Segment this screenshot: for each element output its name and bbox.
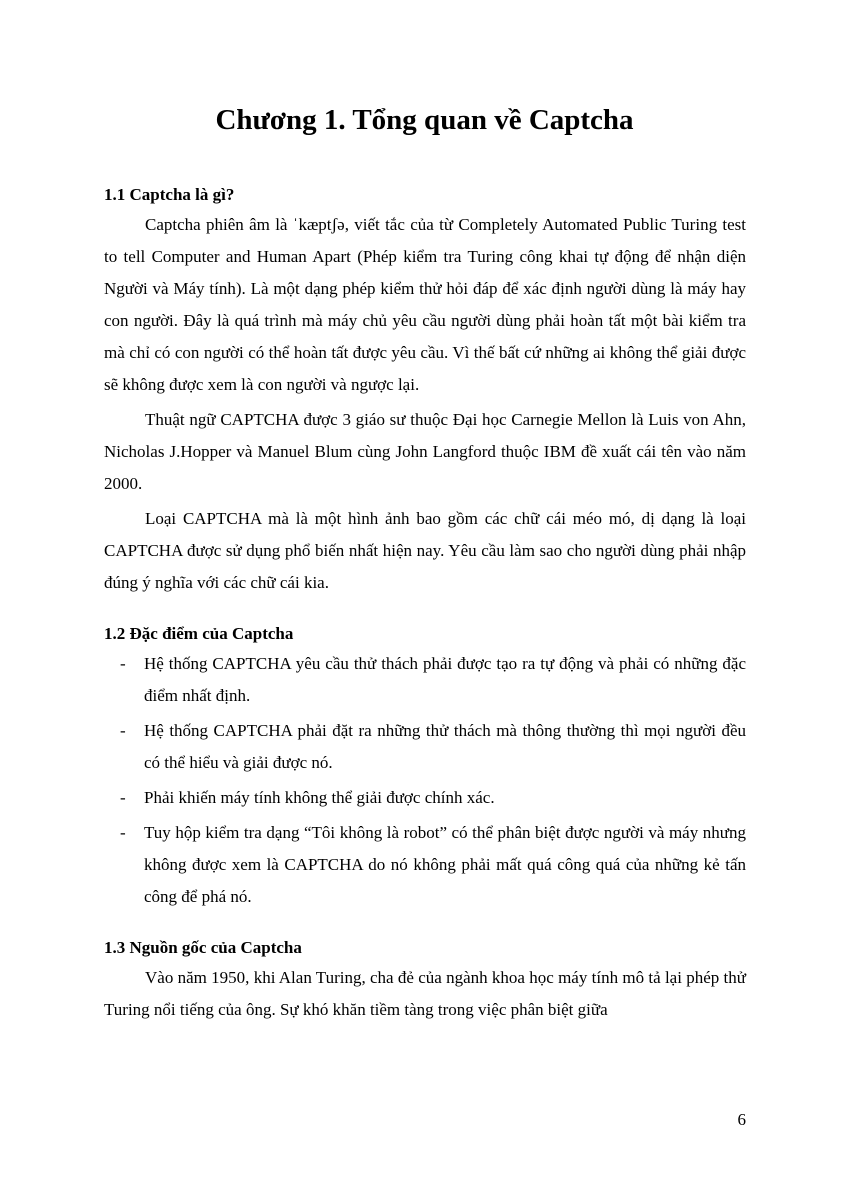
chapter-title: Chương 1. Tổng quan về Captcha <box>215 104 634 136</box>
list-item <box>104 782 746 814</box>
section-heading: 1.2 Đặc điểm của Captcha <box>104 624 294 643</box>
list-marker: - <box>120 721 126 740</box>
list-item-text: Hệ thống CAPTCHA yêu cầu thử thách phải được tạo ra tự động và phải có những đặc điểm nhất định. <box>144 654 746 705</box>
list-item <box>104 817 746 913</box>
list-item-text: Phải khiến máy tính không thể giải được chính xác. <box>144 788 495 807</box>
list-item <box>104 715 746 779</box>
section-1-3 <box>104 933 746 1026</box>
list-item-text: Tuy hộp kiểm tra dạng “Tôi không là robot” có thể phân biệt được người và máy nhưng không được xem là CAPTCHA do nó không phải mất quá công quá của những kẻ tấn công để phá nó. <box>144 823 746 906</box>
list-item-text: Hệ thống CAPTCHA phải đặt ra những thử thách mà thông thường thì mọi người đều có thể hiểu và giải được nó. <box>144 721 746 772</box>
page-number: 6 <box>737 1110 746 1129</box>
feature-list <box>104 648 746 913</box>
section-heading: 1.3 Nguồn gốc của Captcha <box>104 938 302 957</box>
list-marker: - <box>120 823 126 842</box>
paragraph: Captcha phiên âm là ˈkæptʃə, viết tắc của từ Completely Automated Public Turing test to tell Computer and Human Apart (Phép kiểm tra Turing công khai tự động để nhận diện Người và Máy tính). Là một dạng phép kiểm thử hỏi đáp để xác định người dùng là máy hay con người. Đây là quá trình mà máy chủ yêu cầu người dùng phải hoàn tất một bài kiểm tra mà chỉ có con người có thể hoàn tất được yêu cầu. Vì thế bất cứ những ai không thể giải được sẽ không được xem là con người và ngược lại. <box>104 215 746 394</box>
list-item <box>104 648 746 712</box>
paragraph: Thuật ngữ CAPTCHA được 3 giáo sư thuộc Đại học Carnegie Mellon là Luis von Ahn, Nicholas J.Hopper và Manuel Blum cùng John Langford thuộc IBM đề xuất cái tên vào năm 2000. <box>104 410 746 493</box>
chapter-content <box>104 180 746 1026</box>
section-1-2 <box>104 619 746 913</box>
paragraph: Loại CAPTCHA mà là một hình ảnh bao gồm các chữ cái méo mó, dị dạng là loại CAPTCHA được sử dụng phổ biến nhất hiện nay. Yêu cầu làm sao cho người dùng phải nhập đúng ý nghĩa với các chữ cái kia. <box>104 509 746 592</box>
section-heading: 1.1 Captcha là gì? <box>104 185 235 204</box>
list-marker: - <box>120 788 126 807</box>
paragraph: Vào năm 1950, khi Alan Turing, cha đẻ của ngành khoa học máy tính mô tả lại phép thử Turing nổi tiếng của ông. Sự khó khăn tiềm tàng trong việc phân biệt giữa <box>104 968 746 1019</box>
list-marker: - <box>120 654 126 673</box>
section-1-1 <box>104 180 746 599</box>
